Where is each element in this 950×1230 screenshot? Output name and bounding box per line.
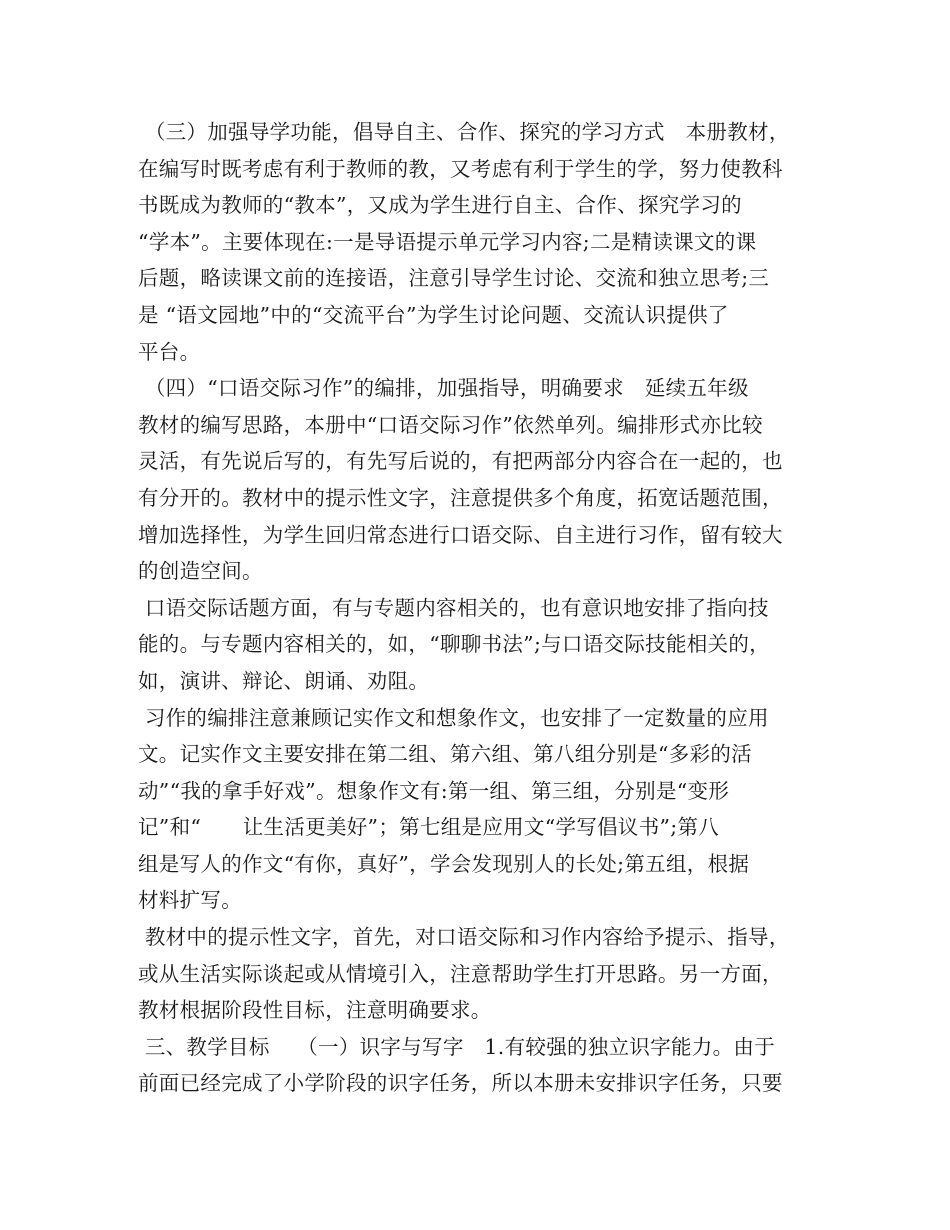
text-line: （三）加强导学功能，倡导自主、合作、探究的学习方式 本册教材， bbox=[138, 120, 790, 144]
body-text bbox=[138, 114, 818, 1102]
text-line: 前面已经完成了小学阶段的识字任务，所以本册未安排识字任务，只要 bbox=[138, 1071, 783, 1096]
text-line: 书既成为教师的“教本”，又成为学生进行自主、合作、探究学习的 bbox=[138, 193, 742, 218]
text-line: 教材根据阶段性目标，注意明确要求。 bbox=[138, 998, 492, 1023]
text-line: 文。记实作文主要安排在第二组、第六组、第八组分别是“多彩的活 bbox=[138, 742, 752, 767]
text-line: 能的。与专题内容相关的，如，“聊聊书法”;与口语交际技能相关的， bbox=[138, 632, 770, 657]
text-line: 组是写人的作文“有你，真好”，学会发现别人的长处;第五组，根据 bbox=[138, 851, 750, 876]
text-line: 的创造空间。 bbox=[138, 559, 263, 584]
text-line: “学本”。主要体现在:一是导语提示单元学习内容;二是精读课文的课 bbox=[138, 229, 757, 254]
text-line: 动”“我的拿手好戏”。想象作文有:第一组、第三组，分别是“变形 bbox=[138, 778, 730, 803]
text-line: 习作的编排注意兼顾记实作文和想象作文，也安排了一定数量的应用 bbox=[138, 705, 769, 730]
text-line: 记”和“ 让生活更美好”；第七组是应用文“学写倡议书”;第八 bbox=[138, 815, 720, 840]
text-line: 口语交际话题方面，有与专题内容相关的，也有意识地安排了指向技 bbox=[138, 595, 769, 620]
text-line: 教材中的提示性文字，首先，对口语交际和习作内容给予提示、指导， bbox=[138, 925, 790, 950]
text-line: 灵活，有先说后写的，有先写后说的，有把两部分内容合在一起的，也 bbox=[138, 449, 783, 474]
text-line: （四）“口语交际习作”的编排，加强指导，明确要求 延续五年级 bbox=[138, 376, 749, 401]
text-line: 平台。 bbox=[138, 339, 201, 364]
text-line: 或从生活实际谈起或从情境引入，注意帮助学生打开思路。另一方面， bbox=[138, 961, 783, 986]
text-line: 教材的编写思路，本册中“口语交际习作”依然单列。编排形式亦比较 bbox=[138, 412, 763, 437]
text-line: 是 “语文园地”中的“交流平台”为学生讨论问题、交流认识提供了 bbox=[138, 302, 729, 327]
text-line: 有分开的。教材中的提示性文字，注意提供多个角度，拓宽话题范围， bbox=[138, 485, 783, 510]
text-line: 三、教学目标 （一）识字与写字 1.有较强的独立识字能力。由于 bbox=[138, 1034, 775, 1059]
text-line: 如，演讲、辩论、朗诵、劝阻。 bbox=[138, 668, 430, 693]
text-line: 材料扩写。 bbox=[138, 888, 242, 913]
text-line: 增加选择性，为学生回归常态进行口语交际、自主进行习作，留有较大 bbox=[138, 522, 783, 547]
text-line: 后题，略读课文前的连接语，注意引导学生讨论、交流和独立思考;三 bbox=[138, 266, 770, 291]
text-line: 在编写时既考虑有利于教师的教，又考虑有利于学生的学，努力使教科 bbox=[138, 156, 783, 181]
